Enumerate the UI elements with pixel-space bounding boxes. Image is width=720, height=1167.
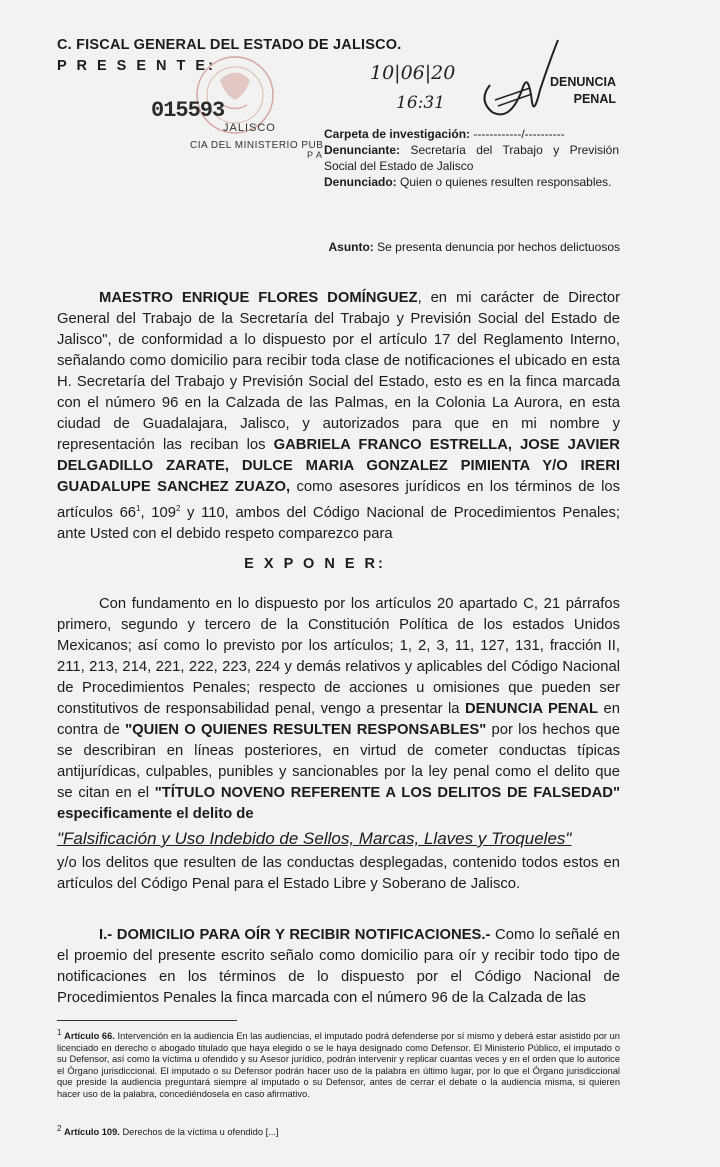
footnote-2-label: Artículo 109. [64, 1127, 120, 1138]
footnote-2-number: 2 [57, 1124, 62, 1133]
denunciante-label: Denunciante: [324, 143, 401, 157]
footnote-ref-1: 1 [136, 504, 141, 513]
author-name: MAESTRO ENRIQUE FLORES DOMÍNGUEZ [99, 290, 418, 306]
denunciado-row [324, 174, 619, 190]
footnote-1 [57, 1027, 620, 1100]
exponer-text-4: y/o los delitos que resulten de las conductas desplegadas, contenido todos estos en artículos del Código Penal para el Estado Libre y Soberano de Jalisco. [57, 855, 620, 892]
asunto-line [328, 240, 620, 254]
denuncia-label-line2: PENAL [573, 92, 616, 106]
titulo-noveno-bold: "TÍTULO NOVENO REFERENTE A LOS DELITOS DE FALSEDAD" especificamente el delito de [57, 785, 620, 822]
intro-text-3: , 109 [140, 504, 176, 521]
carpeta-row [324, 126, 619, 142]
intro-text-1: , en mi carácter de Director General del Trabajo de la Secretaría del Trabajo y Previsión Social del Estado de Jalisco", de conformidad a lo dispuesto por el artículo 17 del Reglamento Interno, señalando como domicilio para recibir toda clase de notificaciones el ubicado en esta H. Secretaría del Trabajo y Previsión Social del Estado, esto es en la finca marcada con el número 96 en la Calzada de las Palmas, en la Colonia La Aurora, en esta ciudad de Guadalajara, Jalisco, y autorizados para que en mi nombre y representación las reciban los [57, 290, 620, 453]
bleed-through-text [60, 90, 620, 130]
intro-text-2: como asesores jurídicos en los términos de los artículos 66 [57, 479, 621, 521]
section-1-title: I.- DOMICILIO PARA OÍR Y RECIBIR NOTIFICACIONES.- [99, 927, 491, 943]
handwritten-date: 10|06|20 [370, 62, 456, 84]
case-info-block [324, 126, 619, 190]
stamp-folio-number: 015593 [151, 98, 225, 123]
denuncia-penal-bold: DENUNCIA PENAL [464, 701, 599, 717]
legal-advisors: GABRIELA FRANCO ESTRELLA, JOSE JAVIER DELGADILLO ZARATE, DULCE MARIA GONZALEZ PIMIENTA Y/O IRERI GUADALUPE SANCHEZ ZUAZO, [57, 437, 620, 495]
asunto-label: Asunto: [328, 240, 374, 254]
carpeta-label: Carpeta de investigación: [324, 127, 471, 141]
footnote-1-number: 1 [57, 1028, 62, 1037]
intro-text-4: y 110, ambos del Código Nacional de Procedimientos Penales; ante Usted con el debido respeto comparezco para [57, 504, 620, 542]
exponer-text-2: en contra de [57, 701, 620, 738]
presente-heading: P R E S E N T E: [57, 58, 216, 74]
exponer-text-3: por los hechos que se describiran en líneas posteriores, en virtud de cometer conductas típicas antijurídicas, culpables, punibles y sancionables por la ley penal como el delito que se citan en el [57, 722, 620, 801]
exponer-paragraph [57, 594, 620, 895]
denunciado-label: Denunciado: [324, 175, 397, 189]
asunto-value: Se presenta denuncia por hechos delictuosos [377, 240, 620, 254]
carpeta-value: ------------/---------- [473, 127, 565, 141]
crime-name: "Falsificación y Uso Indebido de Sellos, Marcas, Llaves y Troqueles" [57, 829, 572, 848]
stamp-office: CIA DEL MINISTERIO PUB [190, 140, 324, 151]
denunciante-value: Secretaría del Trabajo y Previsión Social del Estado de Jalisco [324, 143, 619, 173]
denuncia-label-line1: DENUNCIA [550, 75, 616, 89]
stamp-state: JALISCO [223, 122, 276, 134]
exponer-heading: E X P O N E R: [244, 556, 386, 572]
footnote-1-label: Artículo 66. [64, 1031, 115, 1042]
footnote-divider [57, 1020, 237, 1021]
section-1-text: Como lo señalé en el proemio del presente escrito señalo como domicilio para oír y recibir todo tipo de notificaciones en los términos de lo dispuesto por el Código Nacional de Procedimientos Penales la finca marcada con el número 96 de la Calzada de las [57, 927, 620, 1006]
footnote-1-text: Intervención en la audiencia En las audiencias, el imputado podrá defenderse por sí mismo y deberá estar asistido por un licenciado en derecho o abogado titulado que haya elegido o se le haya designado como Defensor. El Ministerio Público, el imputado o su Defensor, así como la víctima u ofendido y su Asesor jurídico, podrán intervenir y replicar cuantas veces y en el orden que lo autorice el Órgano jurisdiccional. El imputado o su Defensor podrán hacer uso de la palabra en último lugar, por lo que el Órgano jurisdiccional que preside la audiencia preguntará siempre al imputado o su Defensor, antes de cerrar el debate o la audiencia misma, si quieren hacer uso de la palabra, concediéndosela en caso afirmativo. [57, 1031, 620, 1099]
handwritten-time: 16:31 [396, 93, 445, 113]
denunciante-row [324, 142, 619, 174]
denunciado-value: Quien o quienes resulten responsables. [400, 175, 612, 189]
section-1-paragraph [57, 925, 620, 1009]
exponer-text-1: Con fundamento en lo dispuesto por los artículos 20 apartado C, 21 párrafos primero, segundo y tercero de la Constitución Política de los estados Unidos Mexicanos; así como lo previsto por los artículos; 1, 2, 3, 11, 127, 131, fracción II, 211, 213, 214, 221, 222, 223, 224 y demás relativos y aplicables del Código Nacional de Procedimientos Penales; respecto de acciones u omisiones que pueden ser constitutivos de responsabilidad penal, vengo a presentar la [57, 596, 620, 717]
addressee-heading: C. FISCAL GENERAL DEL ESTADO DE JALISCO. [57, 37, 402, 53]
footnote-ref-2: 2 [175, 504, 181, 513]
footnote-2 [57, 1123, 620, 1139]
responsables-bold: "QUIEN O QUIENES RESULTEN RESPONSABLES" [125, 722, 487, 738]
stamp-suffix: P A [307, 150, 323, 160]
intro-paragraph [57, 288, 620, 545]
footnote-2-text: Derechos de la víctima u ofendido [...] [119, 1127, 279, 1138]
